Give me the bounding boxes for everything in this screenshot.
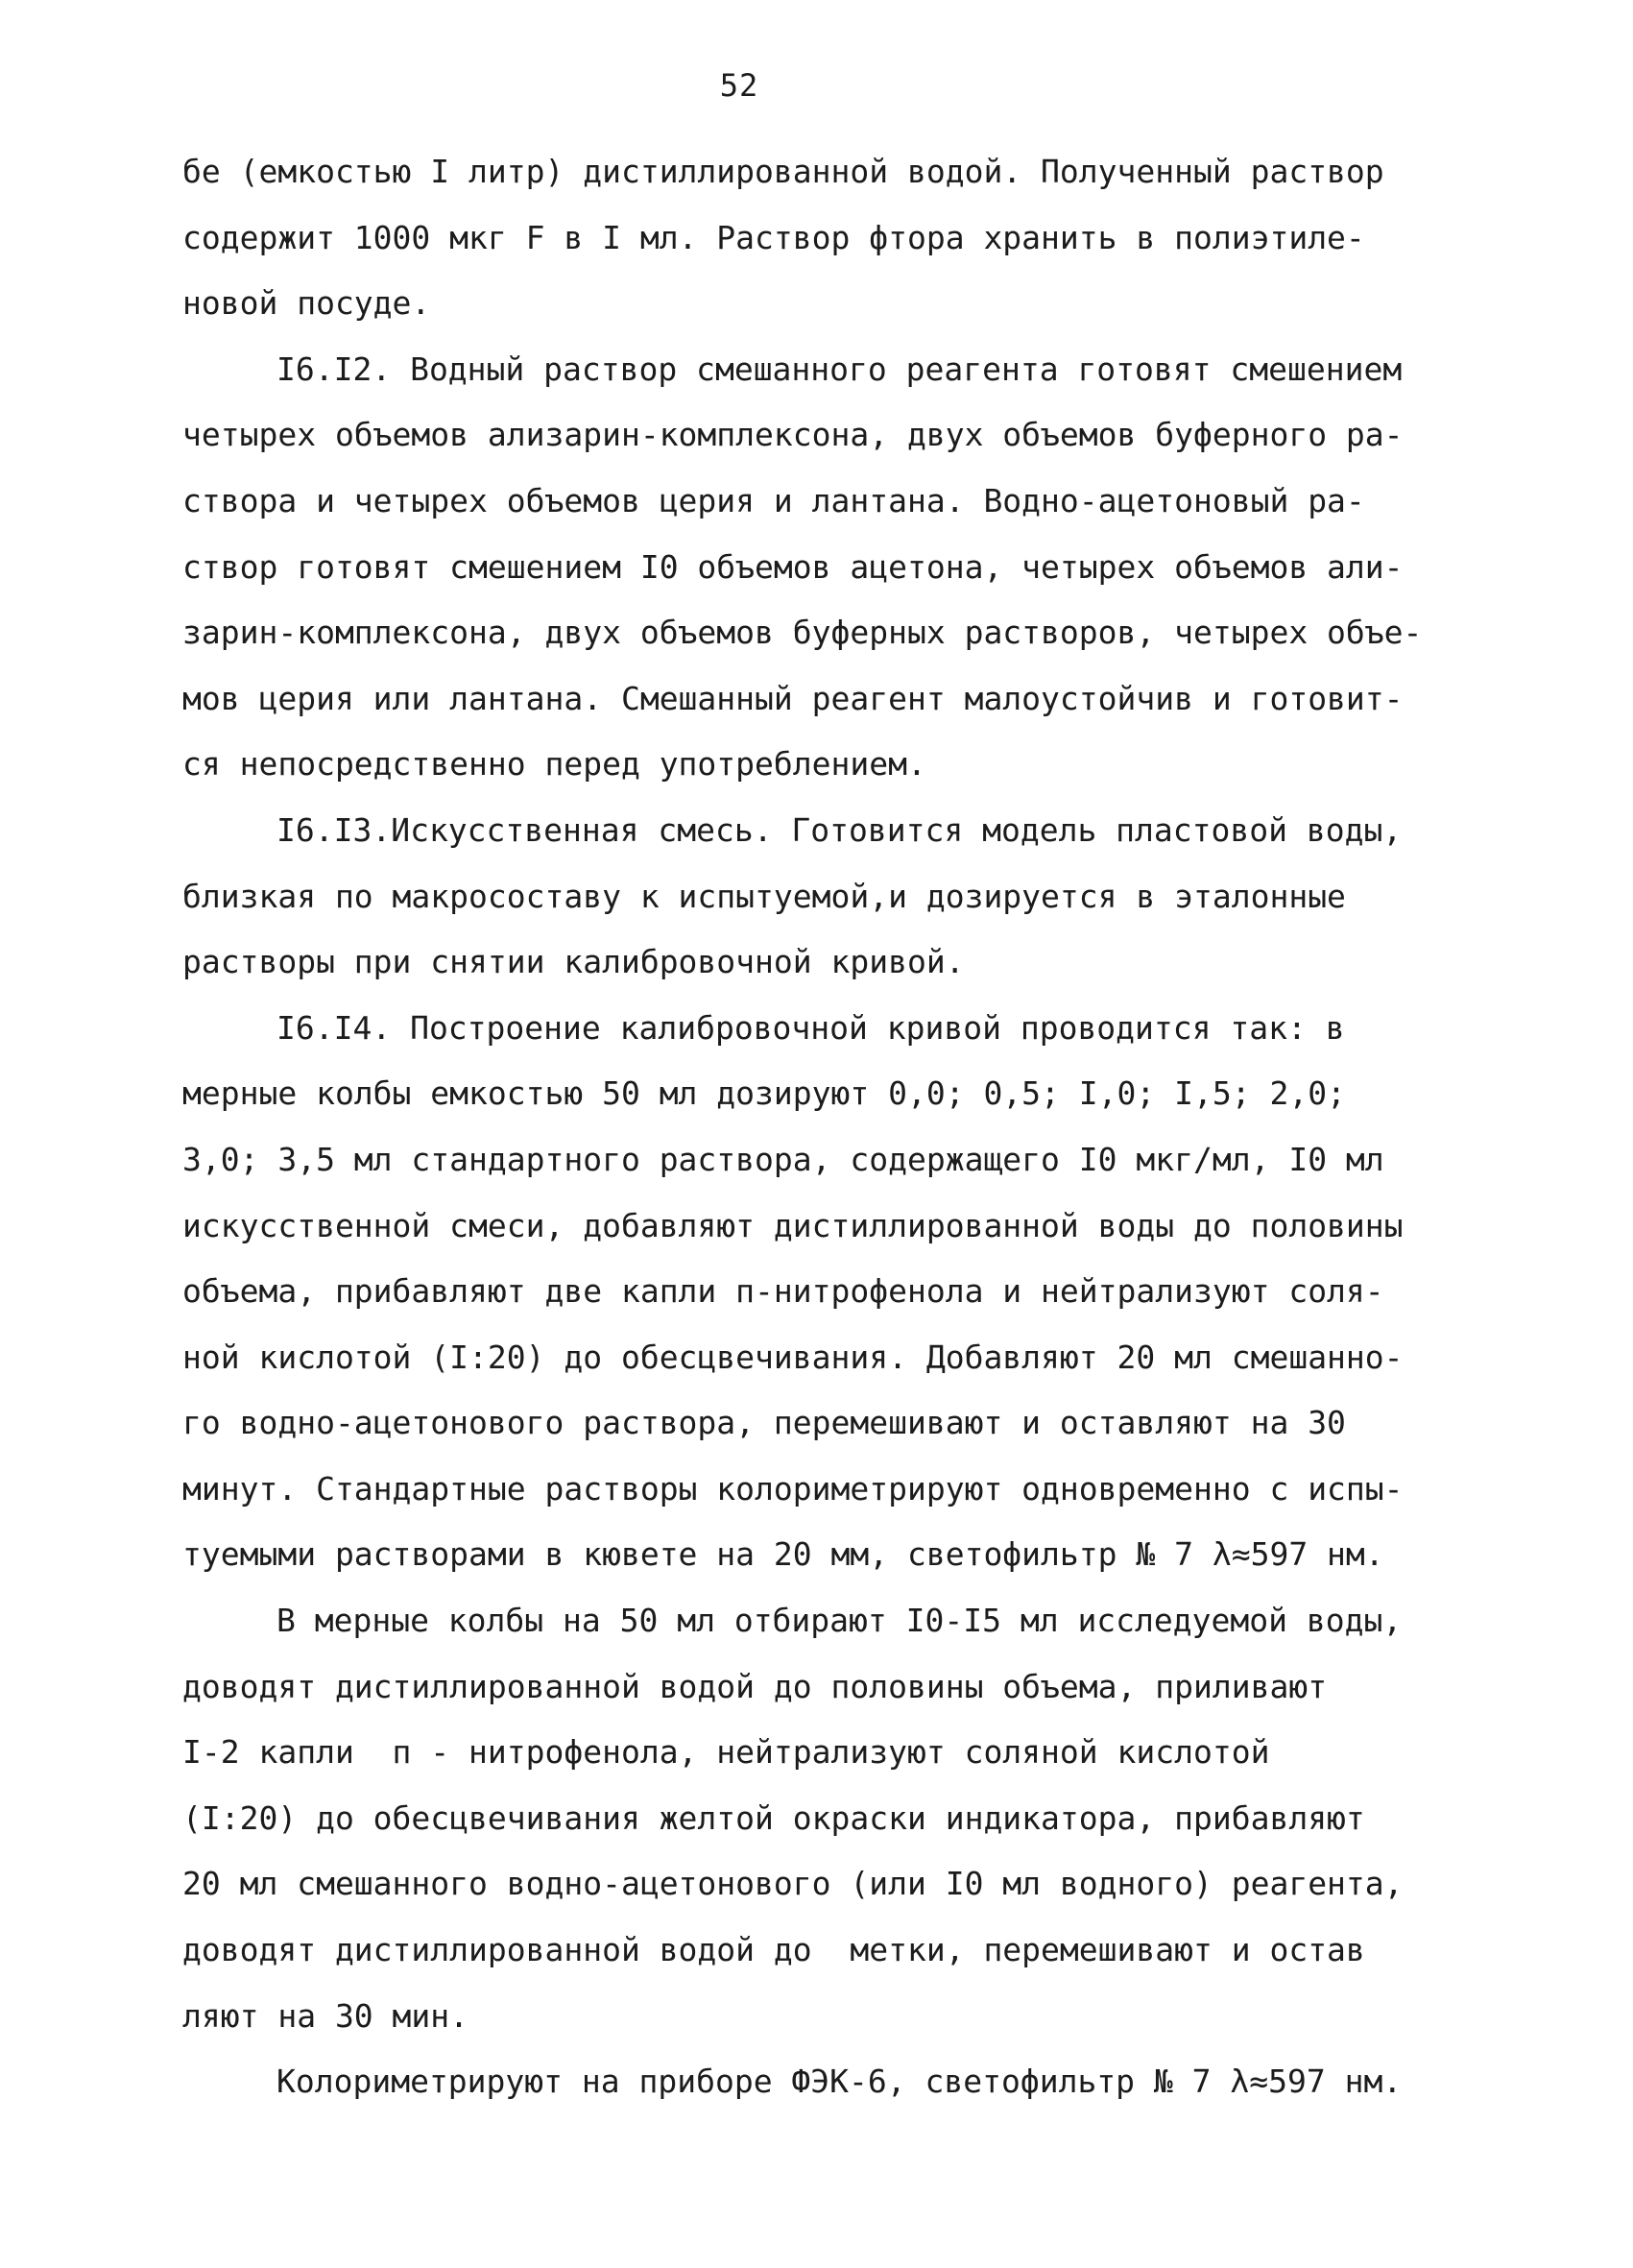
text-line: створ готовят смешением I0 объемов ацетона, четырех объемов али- — [182, 547, 1404, 586]
text-line: створа и четырех объемов церия и лантана. Водно-ацетоновый ра- — [182, 481, 1365, 519]
body-text — [182, 139, 1469, 2115]
text-line: бе (емкостью I литр) дистиллированной водой. Полученный раствор — [182, 153, 1384, 190]
text-line: новой посуде. — [182, 284, 431, 323]
text-line: 3,0; 3,5 мл стандартного раствора, содержащего I0 мкг/мл, I0 мл — [182, 1140, 1384, 1178]
text-line: растворы при снятии калибровочной кривой. — [182, 943, 965, 981]
text-line: I-2 капли п - нитрофенола, нейтрализуют соляной кислотой — [182, 1733, 1270, 1772]
text-line: четырех объемов ализарин-комплексона, двух объемов буферного ра- — [182, 416, 1404, 454]
paragraph-start-line: Колориметрируют на приборе ФЭК-6, светофильтр № 7 λ≈597 нм. — [276, 2063, 1403, 2101]
text-line: ся непосредственно перед употреблением. — [182, 745, 926, 784]
text-line: ной кислотой (I:20) до обесцвечивания. Добавляют 20 мл смешанно- — [182, 1338, 1404, 1376]
text-line: минут. Стандартные растворы колориметрируют одновременно с испы- — [182, 1469, 1404, 1508]
text-line: содержит 1000 мкг F в I мл. Раствор фтора хранить в полиэтиле- — [182, 218, 1365, 256]
text-line: 20 мл смешанного водно-ацетонового (или I0 мл водного) реагента, — [182, 1865, 1404, 1903]
text-line: (I:20) до обесцвечивания желтой окраски индикатора, прибавляют — [182, 1798, 1365, 1837]
paragraph-start-line: I6.I3.Искусственная смесь. Готовится модель пластовой воды, — [276, 810, 1403, 849]
text-line: го водно-ацетонового раствора, перемешивают и оставляют на 30 — [182, 1404, 1346, 1442]
paragraph-start-line: I6.I4. Построение калибровочной кривой проводится так: в — [276, 1008, 1345, 1047]
text-line: доводят дистиллированной водой до метки, перемешивают и остав — [182, 1931, 1365, 1969]
text-line: ляют на 30 мин. — [182, 1996, 469, 2035]
text-line: зарин-комплексона, двух объемов буферных растворов, четырех объе- — [182, 614, 1423, 652]
paragraph-start-line: I6.I2. Водный раствор смешанного реагента готовят смешением — [276, 350, 1403, 388]
paragraph-start-line: В мерные колбы на 50 мл отбирают I0-I5 мл исследуемой воды, — [276, 1602, 1403, 1640]
text-line: искусственной смеси, добавляют дистиллированной воды до половины — [182, 1206, 1404, 1244]
text-line: мерные колбы емкостью 50 мл дозируют 0,0; 0,5; I,0; I,5; 2,0; — [182, 1074, 1346, 1113]
text-line: туемыми растворами в кювете на 20 мм, светофильтр № 7 λ≈597 нм. — [182, 1535, 1384, 1574]
text-line: близкая по макросоставу к испытуемой,и дозируется в эталонные — [182, 877, 1346, 915]
text-line: мов церия или лантана. Смешанный реагент малоустойчив и готовит- — [182, 679, 1404, 717]
page-number: 52 — [719, 67, 759, 104]
text-line: объема, прибавляют две капли п-нитрофенола и нейтрализуют соля- — [182, 1272, 1384, 1311]
text-line: доводят дистиллированной водой до половины объема, приливают — [182, 1667, 1328, 1705]
